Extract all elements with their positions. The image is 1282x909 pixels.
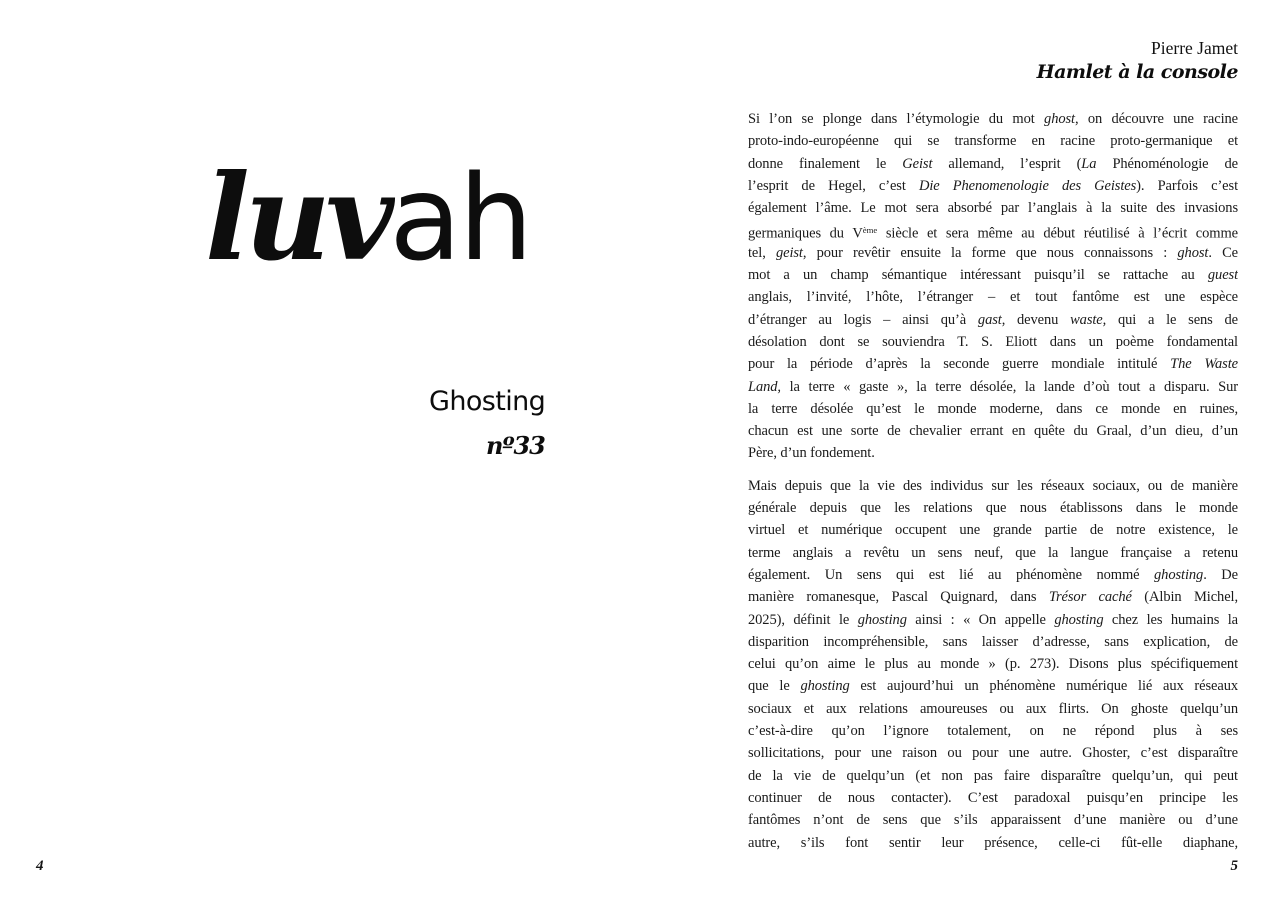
text-line: autre, s’ils font sentir leur présence, celle-ci fût-elle diaphane,: [748, 834, 1238, 851]
article-title: Hamlet à la console: [1036, 61, 1238, 83]
author-name: Pierre Jamet: [1151, 38, 1238, 58]
text-line: d’étranger au logis – ainsi qu’à gast, devenu waste, qui a le sens de: [748, 311, 1238, 328]
text-line: Père, d’un fondement.: [748, 445, 875, 462]
text-line: celui qu’on aime le plus au monde » (p. 273). Disons plus spécifiquement: [748, 656, 1238, 673]
text-line: Mais depuis que la vie des individus sur les réseaux sociaux, ou de manière: [748, 477, 1238, 494]
text-line: mot a un champ sémantique intéressant puisqu’il se rattache au guest: [748, 267, 1238, 284]
paragraph: [748, 475, 1238, 854]
text-line: anglais, l’invité, l’hôte, l’étranger – et tout fantôme est une espèce: [748, 289, 1238, 306]
article-column: [748, 38, 1238, 851]
text-line: également. Un sens qui est lié au phénomène nommé ghosting. De: [748, 566, 1238, 583]
paragraph: [748, 108, 1238, 465]
page-number-left: 4: [36, 858, 44, 874]
logo-sans-part: ah: [389, 149, 531, 287]
page-number-right: 5: [1230, 858, 1238, 874]
text-line: sociaux et aux relations amoureuses ou aux flirts. On ghoste quelqu’un: [748, 700, 1238, 717]
text-line: c’est-à-dire qu’on l’ignore totalement, on ne répond plus à ses: [748, 723, 1238, 740]
text-line: 2025), définit le ghosting ainsi : « On appelle ghosting chez les humains la: [748, 611, 1238, 628]
text-line: de la vie de quelqu’un (et non pas faire disparaître quelqu’un, qui peut: [748, 767, 1238, 784]
text-line: la terre désolée qu’est le monde moderne, dans ce monde en ruines,: [748, 400, 1238, 417]
text-line: également l’âme. Le mot sera absorbé par l’anglais à la suite des invasions: [748, 200, 1238, 217]
text-line: germaniques du Vème siècle et sera même au début réutilisé à l’écrit comme: [748, 225, 1238, 242]
article-body: [748, 108, 1238, 854]
text-line: pour la période d’après la seconde guerre mondiale intitulé The Waste: [748, 356, 1238, 373]
text-line: sollicitations, pour une raison ou pour une autre. Ghoster, c’est disparaître: [748, 745, 1238, 762]
journal-logo: [205, 148, 530, 287]
text-line: désolation dont se souviendra T. S. Eliott dans un poème fondamental: [748, 333, 1238, 350]
text-line: continuer de nous contacter). C’est paradoxal puisqu’en principe les: [748, 789, 1238, 806]
text-line: Land, la terre « gaste », la terre désolée, la lande d’où tout a disparu. Sur: [748, 378, 1238, 395]
text-line: chacun est une sorte de chevalier errant en quête du Graal, d’un dieu, d’un: [748, 423, 1238, 440]
text-line: générale depuis que les relations que nous établissons dans le monde: [748, 500, 1238, 517]
text-line: Si l’on se plonge dans l’étymologie du mot ghost, on découvre une racine: [748, 111, 1238, 127]
text-line: l’esprit de Hegel, c’est Die Phenomenologie des Geistes). Parfois c’est: [748, 177, 1238, 194]
text-line: donne finalement le Geist allemand, l’esprit (La Phénoménologie de: [748, 155, 1238, 172]
text-line: disparition incompréhensible, sans laisser d’adresse, sans explication, de: [748, 633, 1238, 650]
issue-title: Ghosting: [429, 386, 546, 417]
text-line: proto-indo-européenne qui se transforme en racine proto-germanique et: [748, 133, 1238, 150]
text-line: que le ghosting est aujourd’hui un phénomène numérique lié aux réseaux: [748, 678, 1238, 695]
text-line: virtuel et numérique occupent une grande partie de notre existence, le: [748, 522, 1238, 539]
logo-script-part: luv: [205, 148, 390, 287]
text-line: manière romanesque, Pascal Quignard, dans Trésor caché (Albin Michel,: [748, 589, 1238, 606]
issue-number: nº33: [486, 431, 545, 460]
text-line: tel, geist, pour revêtir ensuite la forme que nous connaissons : ghost. Ce: [748, 244, 1238, 261]
text-line: fantômes n’ont de sens que s’ils apparaissent d’une manière ou d’une: [748, 812, 1238, 829]
text-line: terme anglais a revêtu un sens neuf, que la langue française a retenu: [748, 544, 1238, 561]
